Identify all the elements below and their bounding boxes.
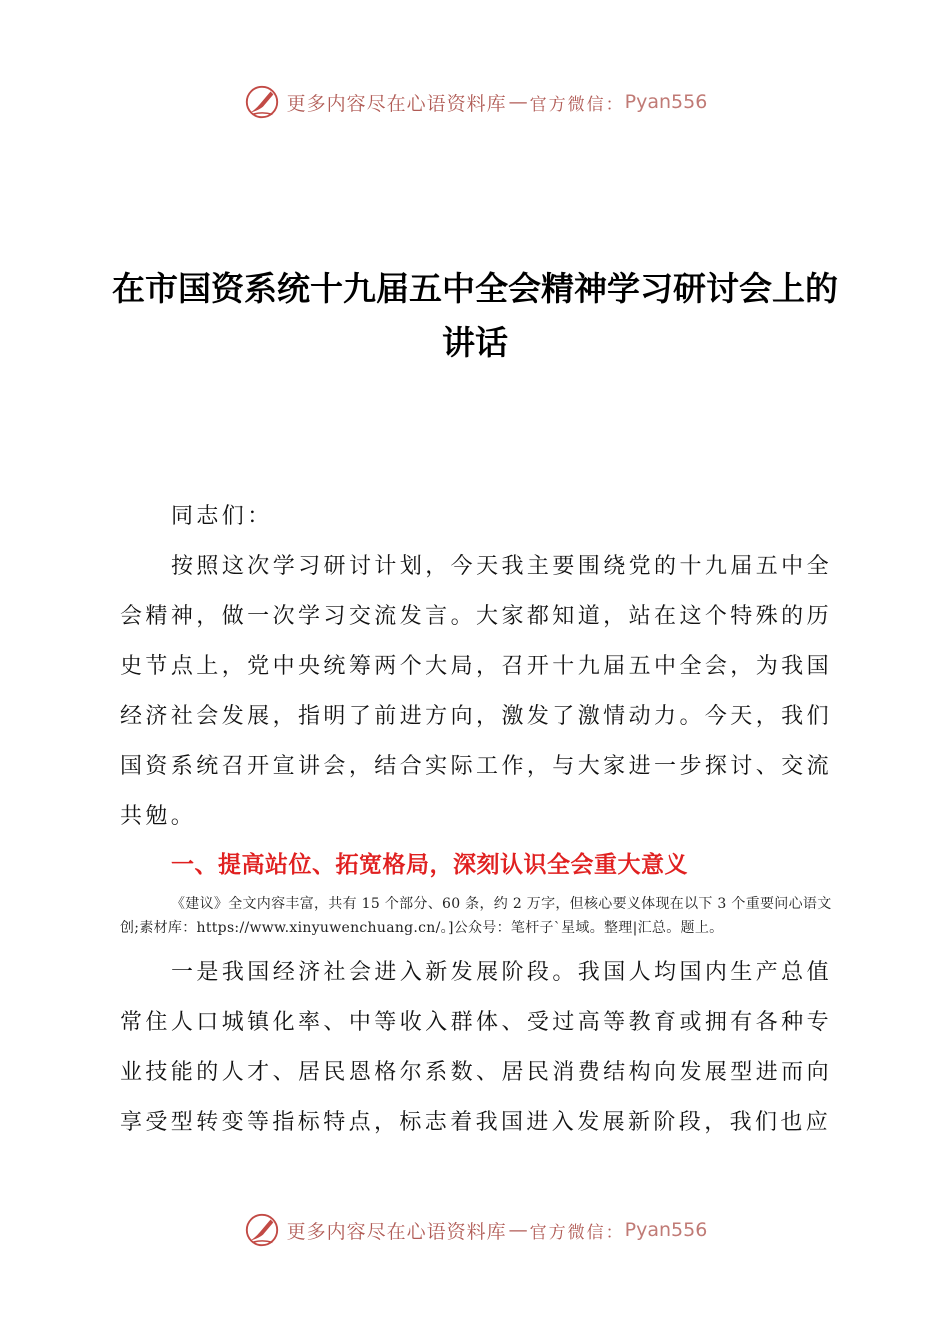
pen-logo-icon: [243, 1211, 281, 1249]
pen-logo-icon: [243, 83, 281, 121]
banner-text: 更多内容尽在心语资料库: [286, 92, 507, 115]
banner-wechat-id: Pyan556: [624, 91, 708, 113]
salutation: 同志们：: [171, 504, 273, 529]
document-body: [120, 492, 832, 1148]
banner-separator: —: [508, 91, 528, 113]
intro-paragraph: 按照这次学习研讨计划，今天我主要围绕党的十九届五中全会精神，做一次学习交流发言。大家都知道，站在这个特殊的历史节点上，党中央统筹两个大局，召开十九届五中全会，为我国经济社会发展，指明了前进方向，激发了激情动力。今天，我们国资系统召开宣讲会，结合实际工作，与大家进一步探讨、交流共勉。: [120, 554, 832, 829]
banner-wechat-label: 官方微信：: [529, 94, 625, 115]
header-banner: [0, 80, 950, 124]
footer-banner-text: 更多内容尽在心语资料库: [286, 1220, 507, 1243]
body-paragraph: 一是我国经济社会进入新发展阶段。我国人均国内生产总值常住人口城镇化率、中等收入群体、受过高等教育或拥有各种专业技能的人才、居民恩格尔系数、居民消费结构向发展型进而向享受型转变等指标特点，标志着我国进入发展新阶段，我们也应: [120, 960, 832, 1135]
footer-banner-separator: —: [508, 1219, 528, 1241]
section-heading: 一、提高站位、拓宽格局，深刻认识全会重大意义: [171, 852, 688, 878]
footer-banner: [0, 1208, 950, 1252]
footer-banner-wechat-label: 官方微信：: [529, 1222, 625, 1243]
document-title: 在市国资系统十九届五中全会精神学习研讨会上的讲话: [112, 269, 838, 362]
inline-note: 《建议》全文内容丰富，共有 15 个部分、60 条，约 2 万字，但核心要义体现在以下 3 个重要问心语文创;素材库：https://www.xinyuwenchuang.cn/。]公众号：笔杆子`星域。整理|汇总。题上。: [120, 896, 832, 936]
footer-banner-wechat-id: Pyan556: [624, 1219, 708, 1241]
